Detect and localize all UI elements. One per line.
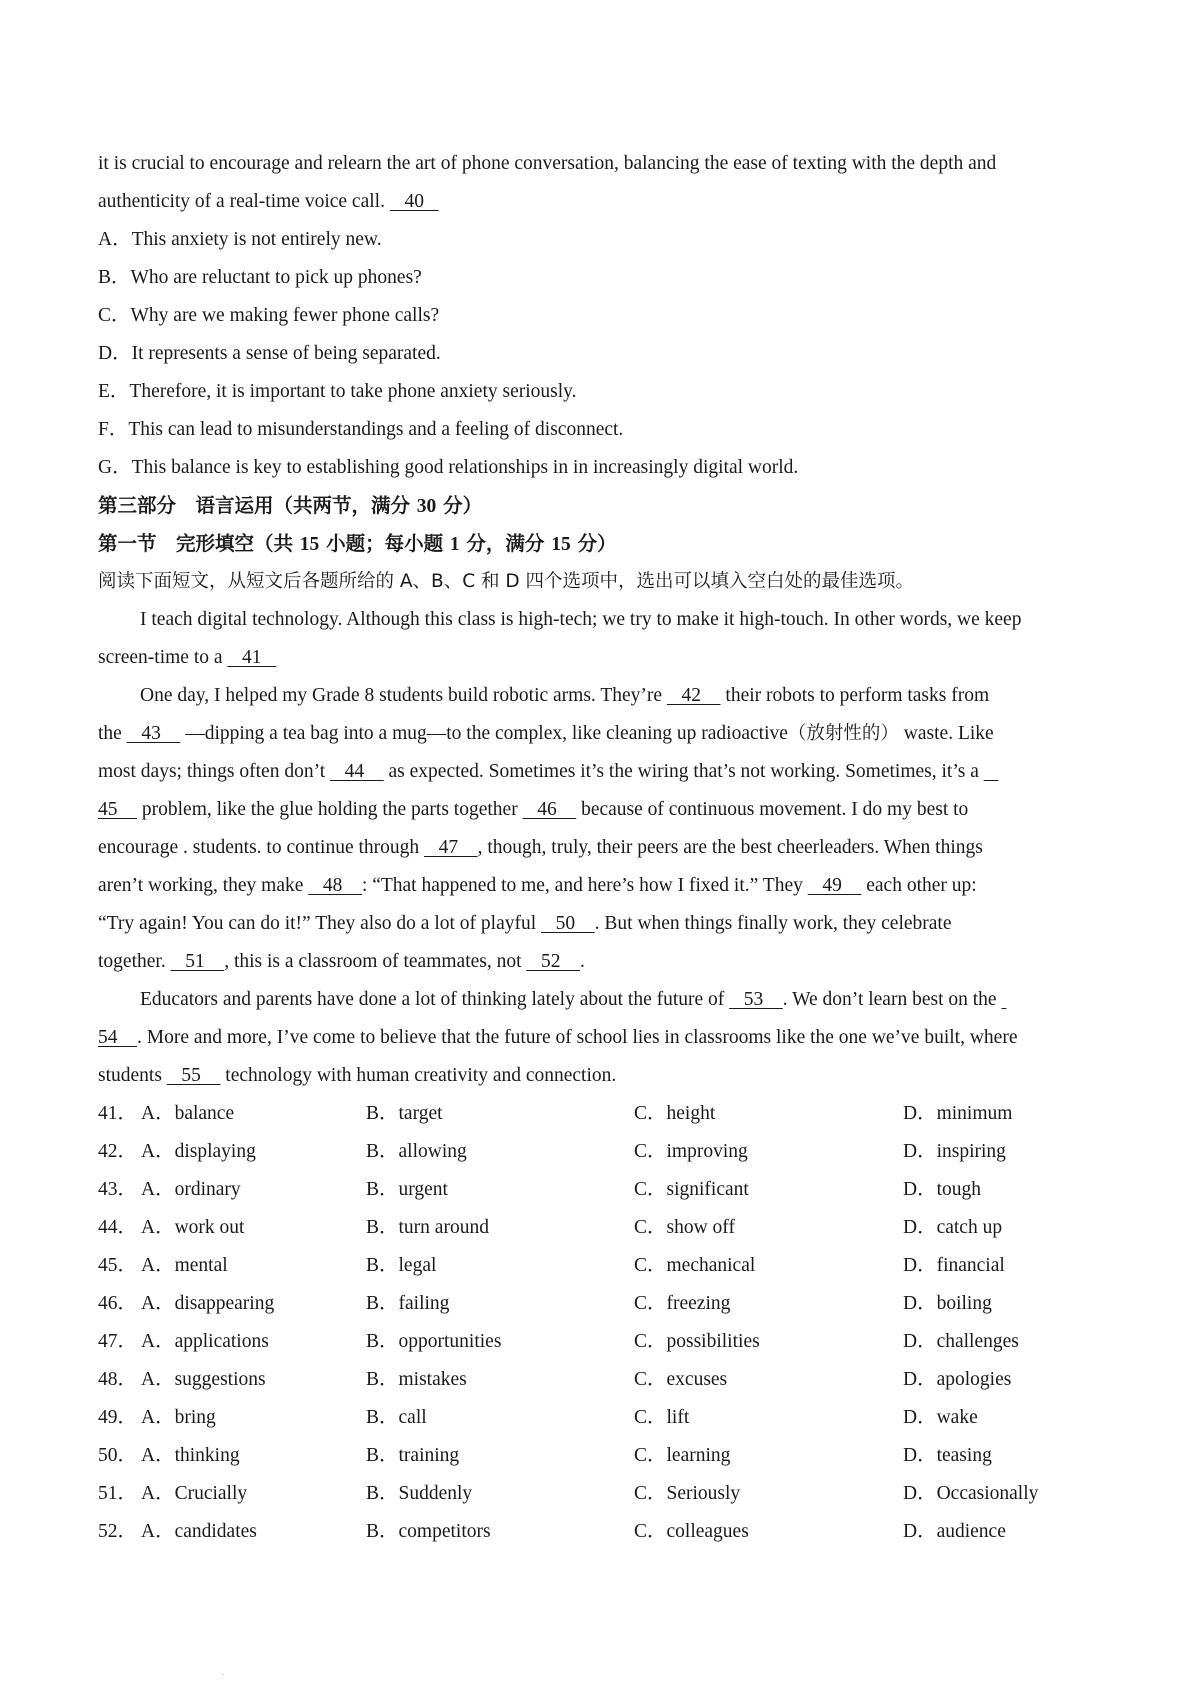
option-d[interactable]: D．financial	[903, 1255, 1005, 1276]
option-a[interactable]: A．work out	[141, 1217, 245, 1238]
answer-blank: 45	[98, 799, 137, 820]
passage-line: 54 . More and more, I’ve come to believe that the future of school lies in classrooms like the one we’ve built, where	[98, 1027, 1018, 1048]
intro-line: it is crucial to encourage and relearn the art of phone conversation, balancing the ease of texting with the depth and	[98, 153, 997, 174]
question-row: 52． A．candidates B．competitors C．colleagues D．audience	[98, 1513, 1113, 1551]
option-c[interactable]: C．improving	[634, 1141, 748, 1162]
passage-line: most days; things often don’t 44 as expected. Sometimes it’s the wiring that’s not working. Sometimes, it’s a	[98, 753, 1113, 791]
option-b[interactable]: B．Suddenly	[366, 1483, 473, 1504]
option-b[interactable]: B．allowing	[366, 1141, 467, 1162]
answer-blank: 55	[166, 1065, 221, 1086]
option-c[interactable]: C．mechanical	[634, 1255, 756, 1276]
sentence-option-f: F．This can lead to misunderstandings and a feeling of disconnect.	[98, 419, 624, 440]
option-a[interactable]: A．Crucially	[141, 1483, 248, 1504]
question-row: 46． A．disappearing B．failing C．freezing D．boiling	[98, 1285, 1113, 1323]
section-heading: 第一节 完形填空（共 15 小题；每小题 1 分，满分 15 分）	[98, 532, 617, 555]
option-d[interactable]: D．minimum	[903, 1103, 1013, 1124]
answer-blank: 53	[729, 989, 783, 1010]
option-c[interactable]: C．lift	[634, 1407, 690, 1428]
option-d[interactable]: D．teasing	[903, 1445, 992, 1466]
answer-blank: 49	[807, 875, 862, 896]
passage-line: “Try again! You can do it!” They also do a lot of playful 50 . But when things finally work, they celebrate	[98, 913, 952, 934]
option-d[interactable]: D．tough	[903, 1179, 982, 1200]
question-row: 43． A．ordinary B．urgent C．significant D．tough	[98, 1171, 1113, 1209]
answer-blank: 44	[330, 761, 384, 782]
intro-line: authenticity of a real-time voice call. 40	[98, 191, 439, 212]
option-b[interactable]: B．target	[366, 1103, 443, 1124]
instruction-text: 阅读下面短文，从短文后各题所给的 A、B、C 和 D 四个选项中，选出可以填入空白处的最佳选项。	[98, 571, 915, 592]
sentence-option-d: D．It represents a sense of being separated.	[98, 343, 441, 364]
question-row: 49． A．bring B．call C．lift D．wake	[98, 1399, 1113, 1437]
answer-blank: 51	[170, 951, 225, 972]
passage-line: aren’t working, they make 48 : “That happened to me, and here’s how I fixed it.” They 49 each other up:	[98, 875, 977, 896]
question-row: 51． A．Crucially B．Suddenly C．Seriously D．Occasionally	[98, 1475, 1113, 1513]
option-c[interactable]: C．show off	[634, 1217, 735, 1238]
question-row: 45． A．mental B．legal C．mechanical D．financial	[98, 1247, 1113, 1285]
answer-blank: 41	[227, 647, 277, 668]
passage-line: I teach digital technology. Although this class is high-tech; we try to make it high-touch. In other words, we keep	[140, 609, 1022, 630]
passage-line: the 43 —dipping a tea bag into a mug—to the complex, like cleaning up radioactive（放射性的） waste. Like	[98, 723, 994, 744]
option-d[interactable]: D．apologies	[903, 1369, 1012, 1390]
option-c[interactable]: C．Seriously	[634, 1483, 741, 1504]
option-a[interactable]: A．ordinary	[141, 1179, 241, 1200]
question-row: 42． A．displaying B．allowing C．improving D．inspiring	[98, 1133, 1113, 1171]
answer-blank	[984, 761, 999, 782]
answer-blank: 42	[666, 685, 721, 706]
option-a[interactable]: A．thinking	[141, 1445, 240, 1466]
option-a[interactable]: A．applications	[141, 1331, 269, 1352]
answer-blank: 54	[98, 1027, 137, 1048]
answer-blank: 47	[424, 837, 478, 858]
option-d[interactable]: D．audience	[903, 1521, 1006, 1542]
answer-blank	[1001, 989, 1006, 1010]
answer-blank: 43	[126, 723, 181, 744]
option-c[interactable]: C．excuses	[634, 1369, 728, 1390]
option-a[interactable]: A．balance	[141, 1103, 235, 1124]
passage-line: 45 problem, like the glue holding the parts together 46 because of continuous movement. I do my best to	[98, 799, 969, 820]
answer-blank: 50	[541, 913, 595, 934]
question-row: 44． A．work out B．turn around C．show off D．catch up	[98, 1209, 1113, 1247]
option-b[interactable]: B．training	[366, 1445, 460, 1466]
passage-line: students 55 technology with human creativity and connection.	[98, 1065, 617, 1086]
passage-line: encourage . students. to continue through 47 , though, truly, their peers are the best cheerleaders. When things	[98, 837, 983, 858]
answer-blank: 52	[526, 951, 581, 972]
sentence-option-g: G．This balance is key to establishing good relationships in in increasingly digital world.	[98, 457, 799, 478]
option-c[interactable]: C．significant	[634, 1179, 749, 1200]
option-b[interactable]: B．opportunities	[366, 1331, 502, 1352]
option-a[interactable]: A．displaying	[141, 1141, 256, 1162]
question-row: 47． A．applications B．opportunities C．possibilities D．challenges	[98, 1323, 1113, 1361]
option-b[interactable]: B．competitors	[366, 1521, 491, 1542]
passage-line: screen-time to a 41	[98, 647, 277, 668]
option-d[interactable]: D．wake	[903, 1407, 978, 1428]
option-b[interactable]: B．call	[366, 1407, 427, 1428]
part-heading: 第三部分 语言运用（共两节，满分 30 分）	[98, 494, 483, 517]
sentence-option-b: B．Who are reluctant to pick up phones?	[98, 267, 422, 288]
sentence-option-a: A．This anxiety is not entirely new.	[98, 229, 382, 250]
option-a[interactable]: A．disappearing	[141, 1293, 275, 1314]
option-c[interactable]: C．learning	[634, 1445, 731, 1466]
question-row: 50． A．thinking B．training C．learning D．teasing	[98, 1437, 1113, 1475]
passage-line: Educators and parents have done a lot of thinking lately about the future of 53 . We don’t learn best on the	[98, 981, 1113, 1019]
option-b[interactable]: B．mistakes	[366, 1369, 467, 1390]
passage-line: One day, I helped my Grade 8 students build robotic arms. They’re 42 their robots to perform tasks from	[140, 685, 990, 706]
option-d[interactable]: D．boiling	[903, 1293, 992, 1314]
option-d[interactable]: D．catch up	[903, 1217, 1003, 1238]
question-list	[98, 1095, 1113, 1551]
answer-blank: 48	[308, 875, 362, 896]
option-c[interactable]: C．height	[634, 1103, 716, 1124]
sentence-option-e: E．Therefore, it is important to take phone anxiety seriously.	[98, 381, 577, 402]
passage-line: together. 51 , this is a classroom of teammates, not 52 .	[98, 951, 585, 972]
option-a[interactable]: A．bring	[141, 1407, 216, 1428]
option-d[interactable]: D．inspiring	[903, 1141, 1006, 1162]
option-d[interactable]: D．Occasionally	[903, 1483, 1039, 1504]
option-c[interactable]: C．freezing	[634, 1293, 731, 1314]
option-a[interactable]: A．candidates	[141, 1521, 257, 1542]
option-c[interactable]: C．colleagues	[634, 1521, 749, 1542]
page-content	[98, 145, 1113, 1551]
answer-blank: 46	[522, 799, 577, 820]
footer-mark: .	[222, 1668, 224, 1677]
option-b[interactable]: B．failing	[366, 1293, 450, 1314]
option-d[interactable]: D．challenges	[903, 1331, 1019, 1352]
question-row: 41． A．balance B．target C．height D．minimum	[98, 1095, 1113, 1133]
sentence-option-c: C．Why are we making fewer phone calls?	[98, 305, 440, 326]
option-a[interactable]: A．mental	[141, 1255, 228, 1276]
option-b[interactable]: B．urgent	[366, 1179, 448, 1200]
question-row: 48． A．suggestions B．mistakes C．excuses D．apologies	[98, 1361, 1113, 1399]
option-c[interactable]: C．possibilities	[634, 1331, 760, 1352]
option-a[interactable]: A．suggestions	[141, 1369, 266, 1390]
option-b[interactable]: B．turn around	[366, 1217, 489, 1238]
answer-blank: 40	[389, 191, 439, 212]
option-b[interactable]: B．legal	[366, 1255, 437, 1276]
